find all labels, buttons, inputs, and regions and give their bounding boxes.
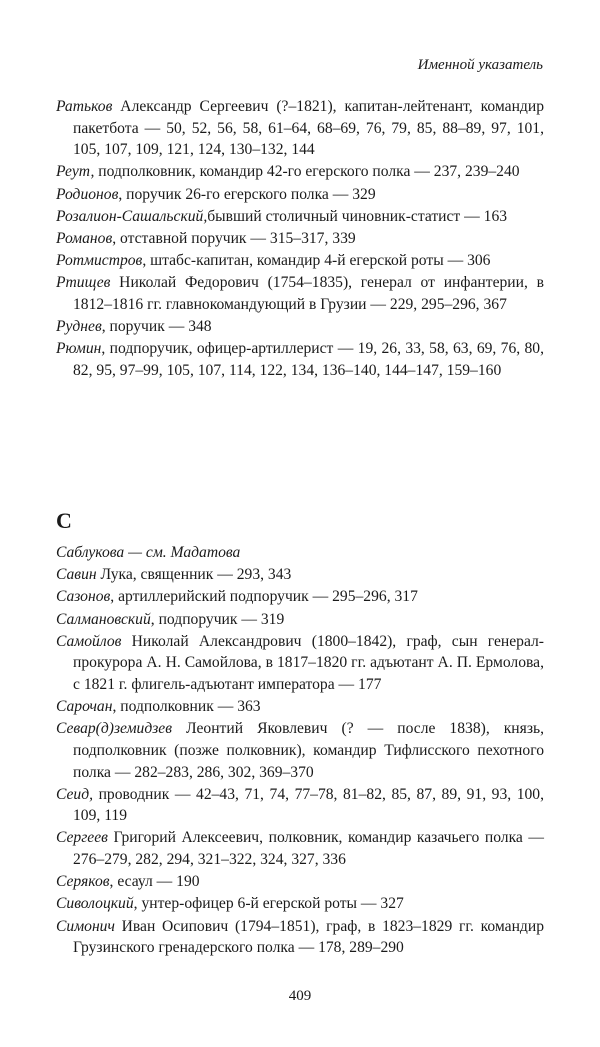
entry-text: , поручик 26-го егерского полка — 329	[118, 185, 376, 203]
entry-name: Сергеев	[56, 829, 108, 847]
entry-text: , отставной поручик — 315–317, 339	[112, 229, 356, 247]
index-entry	[56, 827, 544, 870]
index-entry	[56, 718, 544, 783]
entry-name: Серяков	[56, 873, 110, 891]
entry-text: Николай Александрович (1800–1842), граф, сын генерал-прокурора А. Н. Самойлова, в 1817–1820 гг. адъютант А. П. Ермолова, с 1821 г. флигель-адъютант императора — 177	[73, 632, 544, 693]
index-entry	[56, 206, 544, 228]
index-entry	[56, 784, 544, 827]
page-number: 409	[288, 988, 312, 1004]
entry-text: , подпоручик, офицер-артиллерист — 19, 26, 33, 58, 63, 69, 76, 80, 82, 95, 97–99, 105, 107, 114, 122, 134, 136–140, 144–147, 159–160	[73, 340, 544, 379]
entry-text: , подполковник — 363	[112, 698, 261, 716]
entry-text: Григорий Алексеевич, полковник, командир казачьего полка — 276–279, 282, 294, 321–322, 324, 327, 336	[73, 829, 544, 869]
entry-name: Руднев	[56, 318, 102, 336]
entry-name: Савин	[56, 566, 97, 584]
index-entries-r	[56, 96, 544, 382]
entry-name: Саблукова — см. Мадатова	[56, 544, 241, 561]
entry-name: Сиволоцкий	[56, 895, 134, 913]
entry-name: Ратьков	[56, 98, 113, 115]
index-entry	[56, 631, 544, 696]
entry-text: проводник — 42–43, 71, 74, 77–78, 81–82, 85, 87, 89, 91, 93, 100, 109, 119	[73, 785, 544, 825]
entry-text: Иван Осипович (1794–1851), граф, в 1823–1829 гг. командир Грузинского гренадерского полка — 178, 289–290	[73, 917, 544, 957]
entry-text: , унтер-офицер 6-й егерской роты — 327	[133, 895, 404, 913]
entry-text: , подпоручик — 319	[150, 610, 285, 628]
entry-name: Сеид,	[56, 785, 94, 803]
index-entry	[56, 272, 544, 315]
index-entry	[56, 338, 544, 381]
entry-text: подполковник, командир 42-го егерского полка — 237, 239–240	[94, 163, 520, 181]
entry-name: Салмановский	[56, 610, 151, 628]
entry-name: Севар(д)земидзев	[56, 720, 172, 738]
index-entry	[56, 96, 544, 161]
index-entry	[56, 161, 544, 183]
entry-name: Симонич	[56, 917, 115, 935]
entry-name: Сазонов	[56, 588, 111, 606]
entry-text: Леонтий Яковлевич (? — после 1838), князь, подполковник (позже полковник), командир Тифлисского пехотного полка — 282–283, 286, 302, 369–370	[73, 720, 544, 781]
entry-text: бывший столичный чиновник-статист — 163	[207, 207, 508, 225]
index-entry	[56, 250, 544, 272]
index-entry	[56, 586, 544, 608]
entry-text: , штабс-капитан, командир 4-й егерской роты — 306	[142, 252, 491, 270]
entry-text: Лука, священник — 293, 343	[96, 566, 292, 584]
index-entry	[56, 609, 544, 631]
entry-name: Розалион-Сашальский,	[56, 207, 208, 225]
index-entry	[56, 696, 544, 718]
entry-text: , артиллерийский подпоручик — 295–296, 317	[110, 588, 418, 606]
entry-name: Самойлов	[56, 632, 122, 650]
entry-name: Ртищев	[56, 274, 111, 292]
entry-name: Родионов	[56, 185, 119, 203]
index-entry	[56, 564, 544, 586]
entry-text: Александр Сергеевич (?–1821), капитан-лейтенант, командир пакетбота — 50, 52, 56, 58, 61–64, 68–69, 76, 79, 85, 88–89, 97, 101, 105, 107, 109, 121, 124, 130–132, 144	[73, 98, 544, 159]
index-entry	[56, 871, 544, 893]
entry-name: Романов	[56, 229, 113, 247]
entry-text: , поручик — 348	[101, 318, 212, 336]
index-entry	[56, 916, 544, 959]
entry-name: Ротмистров	[56, 252, 143, 270]
index-entry	[56, 184, 544, 206]
entry-text: , есаул — 190	[109, 873, 200, 891]
index-entry	[56, 542, 544, 564]
entry-name: Рюмин	[56, 340, 102, 358]
index-entries-s	[56, 542, 544, 959]
running-head: Именной указатель	[417, 57, 543, 73]
index-entry	[56, 893, 544, 915]
entry-name: Реут,	[56, 163, 95, 181]
index-entry	[56, 316, 544, 338]
index-entry	[56, 228, 544, 250]
section-letter: С	[56, 508, 72, 533]
entry-name: Сарочан	[56, 698, 113, 716]
entry-text: Николай Федорович (1754–1835), генерал от инфантерии, в 1812–1816 гг. главнокомандующий в Грузии — 229, 295–296, 367	[73, 274, 544, 313]
